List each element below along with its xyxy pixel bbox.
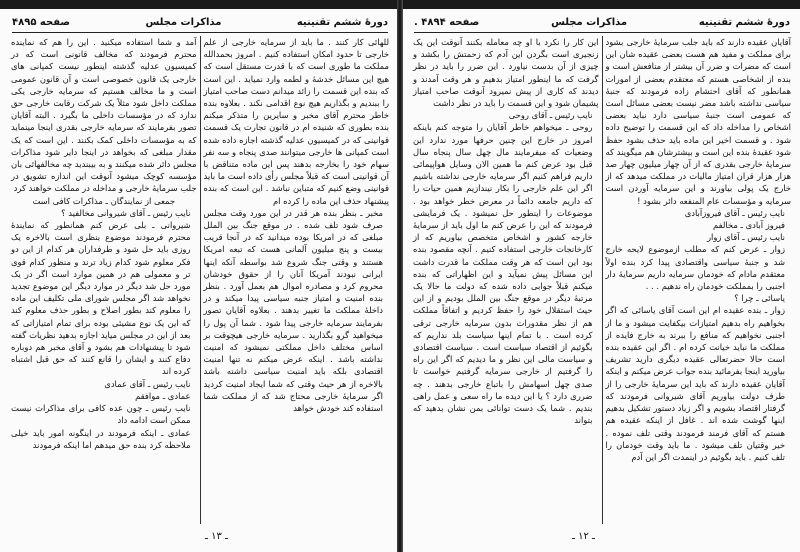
speaker-paragraph: عمادی ـ اینکه فرمودند در اینگونه امور باید خیلی ملاحظه کرد بنده حق میدهم اما اینکه فرمودند	[11, 427, 191, 450]
speaker-paragraph: زوار ـ عرض کنم که مطلب ازموضوع لایحه خارج شد و جنبهٔ سیاسی واقتصادی پیدا کرد بنده اولاً معتقدم مادام که خودمان سرمایه داریم سرمایهٔ دار اجنبی را بمملکت خودمان راه ندهیم . . .	[605, 244, 785, 292]
speaker-paragraph: عمادی ـ موافقم	[135, 390, 191, 401]
column-right	[201, 36, 393, 524]
text-paragraph: آقایان عقیده دارند که باید جلب سرمایهٔ خارجی بشود برای مملکت و مفید هم هست بعضی عقیده شان این است که مضرات و ضرر آن بیشتر از منافعش است و بنده از اشخاصی هستم که معتقدم بعضی از امورات همانطور که آقای احتشام زاده فرمودند که جنبهٔ سیاسی نداشته باشد مضر نیست بعضی مسائل است که عمومی است جنبهٔ سیاسی دارد نباید بعضی اشخاص را مداخله داد که این قسمت را توضیح داده شود . و قسمت اخیر این ماده باید حذف بشود حفظ شود عقیدهٔ بنده این است و بیشترشان هم میگویند که سرمایهٔ خارجی بقدری که از آن چهار میلیون چهار صد هزار هزار قران امتیاز مالیات در مملکت میدهد که از خارج یک پولی بیاورند و این سرمایه آوردن است سرمایه و مؤسسات عام المنفعه دائر بشود !	[605, 37, 791, 206]
left-page	[0, 9, 398, 552]
speaker-paragraph: نایب رئیس ـ آقای فیروزآبادی	[684, 207, 785, 218]
speaker-paragraph: یاسائی ـ چرا ؟	[734, 293, 785, 304]
folio-number: ـ ۱۲ ـ	[572, 531, 595, 542]
speaker-paragraph: فیروز آبادی ـ مخالفم	[713, 220, 785, 231]
running-title: مذاکرات مجلس	[551, 16, 628, 28]
text-columns	[410, 36, 794, 524]
volume-label: دورهٔ ششم تقنینیه	[296, 16, 388, 28]
speaker-paragraph: نایب رئیس ـ چون عده کافی برای مذاکرات نیست ممکن است ادامه داد	[11, 403, 191, 426]
page-number: صفحه ۴۸۹۵	[12, 16, 71, 28]
running-title: مذاکرات مجلس	[145, 16, 222, 28]
volume-label: دورهٔ ششم تقنینیه	[698, 16, 790, 28]
folio-number: ـ ۱۳ ـ	[205, 531, 228, 542]
speaker-paragraph: روحی ـ میخواهم خاطر آقایان را متوجه کنم باینکه امروز در خارج این چنین حرفها مورد ندارد این وضعیات که میفرمایند مال چهل سال پنجاه سال قبل بود عرض کنم ما همین الان وسایل هواپیمائی داریم فراهم کنیم اگر سرمایه خارجی نداشته باشیم اگر این علم خارجی را بکار نیندازیم همین حیات را که داریم جامعه دائماً در معرض خطر خواهد بود . موضوعات را اینطور حل نمیشود . یک فرمایشی فرمودند که این را عرض کنم ما اول باید از سرمایهٔ خارجه کشور و اشخاص متخصص بیاوریم که از کارخانجات خارجی استفاده کنیم . آنچه مقصود بنده بود این است که هر وقت مملکت ما قدرت داشت این مسائل پیش نمیآید و این اظهاراتی که بنده میکنم قبلاً جوابی داده شده که دولت ما حالا یک مرتبهٔ دیگر در موقع جنگ بین الملل بودیم و از این حیث استقلال خود را حفظ کردیم و اتفاقاً مملکت هم از نظر مقدورات بدون سرمایه خارجی ترقی کرده است . با تمام اینها سیاست بلد نداریم که بگوئیم از اقتصاد سیاست است . سیاست اقتصادی و سیاست مالی این نظر و ما دیدیم که اگر این راه را گرفتیم از خارجی سرمایه گرفتیم خواست تا صدی چهل اسهامش را باتباع خارجی بدهند . چه ضرری دارد ؟ یا این دیده ما راه سعی و عمل راهی بندیم . شما یک دست توانائی بمن نشان بدهید که بتواند	[413, 122, 593, 426]
text-paragraph: این کار را نکرد با او چه معامله بکنند آنوقت این یک زنجیری است بگردن این آدم که زحمتش را بکشد و چیزی از آن بدست نیاورد . این ضرر را باید در نظر گرفت که ما اینطور امتیاز بدهیم و هر وقت آمدند و دیدند که کاری از پیش نمیرود آنوقت صاحب امتیاز پشیمان شود و این قسمت را باید در نظر داشت	[413, 37, 599, 109]
column-divider	[602, 36, 603, 524]
page-header	[12, 14, 388, 33]
speaker-paragraph: نایب رئیس ـ آقای روحی	[508, 110, 593, 121]
column-right	[603, 36, 795, 524]
book-binding	[397, 0, 403, 552]
speaker-paragraph: زوار ـ بنده عقیده ام این است آقای یاسائی که اگر بخواهیم راه بدهیم امتیازات بیکفایت میشود و ما از اجنبی نخواهیم که منافع را ببرند به خارج فایده از مملکت ما نباید خیانت کرده ام . اگر این عقیده بنده است حالا حضرتعالی عقیده دیگری دارید تشریف بیاورید اینجا بفرمائید بنده جواب عرض میکنم و اینکه آقایان عقیده دارند که باید این سرمایهٔ خارجی را از طرف دولت بیاوریم آقای شیروانی فرمودند که گرفتار اقتصاد بشویم و اگر زیاد دستور تشکیل بدهیم اینها گوشت شده اند . غافل از اینکه عقیده هم هستم که آقای فرمند فرمودند وقتی تلف نموده . خیر وقتیان تلف میشود . ما باید وقت خودمان را تلف کنیم . باید بگوئیم در اینمدت اگر این آدم	[605, 305, 785, 462]
speaker-paragraph: مخبر ـ بنظر بنده هر قدر در این مورد وقت مجلس صرف شود تلف شده . در موقع جنگ بین الملل مبلغی که در امریکا بوده میدانید که در آنجا قریب بیست و پنج میلیون آلمانی هست که تبعه امریکا هستند و وقتی جنگ شروع شد بواسطه آنکه اینها ایرانی نبودند آمریکا آنان را از حقوق خودشان محروم کرد و مصادره اموال هم بعمل آورد . بنظر بنده امنیت و امتیاز جنبه سیاسی پیدا میکند و در داخلهٔ مملکت ما تغییر بدهند . بعلاوه آقایان تصور بفرمایند سرمایه خارجی پیدا شود . شما آن پول را میخواهید گرو بگذارید . سرمایه خارجی هیچوقت بر اساس مختلف داخل مملکتی نمیشود که امنیت نداشته باشد . اینکه عرض میکنم نه تنها امنیت اقتصادی بلکه باید امنیت سیاسی داشته باشد بالاخره از هر حیث وقتی که شما ایجاد امنیت کردید اگر سرمایهٔ خارجی محتاج شد که از مملکت شما استفاده کند خودش خواهد	[203, 207, 383, 414]
speaker-paragraph: نایب رئیس ـ آقای زوار	[706, 232, 785, 243]
page-header	[414, 14, 790, 33]
speaker-paragraph: نایب رئیس ـ آقای عمادی	[104, 378, 191, 389]
text-paragraph: آمد و شما استفاده میکنید . این را هم که نماینده محترم فرمودند که مخالف قانونی است که در کمیسیون عدلیه گذشته اینطور نیست کمپانی های خارجی یک قانون خصوصی است و آن قانون عمومی است و ما مخالف هستیم که سرمایه خارجی یکی مملکت داخل شود مثلاً یک شرکت رقابت خارجی حق ندارد که در مؤسسات داخلی ما بگیرد . البته آقایان تصور بفرمایند که سرمایه خارجی بقدری اینجا مینماید که به مؤسسات داخلی کمک بکنند . این است که یک مقدار مبلغی که بخواهد در اینجا دایر شود مذاکرات مجلس دائر شده میکنند و به بیبندید چه مخالفهائی بان مؤسسه کوچک میشود آنوقت این اندازه تشویق در جلب سرمایهٔ خارجی و مداخله در مملکت خواهند کرد	[11, 37, 197, 194]
speaker-paragraph: شیروانی ـ بلی عرض کنم همانطور که نمایندهٔ محترم فرمودند موضوع بنظری است بالاخره یک روزی باید حل شود و طرفداران هر کدام از این دو فکر معلوم شود کدام زیاد ترند و منظور کدام قوی تر و معمولی هم در همین موارد است اگر در یک مورد حل شد دیگر در موارد دیگر این موضوع تجدید نخواهد شد اگر مجلس شورای ملی تکلیف این ماده را معلوم کند بطور اصلاح و بطور حذف معلوم کند که این یک نوع مشیئی بوده برای تمام امتیازاتی که بعد از این در مجلس میاید اجازه بدهید نظریات گفته شود تا پیشنهادات هم بشود و آقای مخبر هم دوباره دفاع کنند و ایشان را قانع کنند که حق قبل اشتباه کرده اند	[11, 220, 191, 377]
text-columns	[8, 36, 392, 524]
right-page	[402, 9, 800, 552]
column-left	[8, 36, 200, 524]
page-number: صفحه ۴۸۹۴ .	[414, 16, 480, 28]
column-left	[410, 36, 602, 524]
column-divider	[200, 36, 201, 524]
speaker-paragraph: نایب رئیس ـ آقای شیروانی مخالفید ؟	[61, 207, 191, 218]
text-paragraph: للهائی کار کنند . ما باید از سرمایه خارجی از علم خارجی تا حدود امکان استفاده کنیم . امروز بحمدالله مملکت ما طوری است که با قدرت مستقل است که هیچ این مسائل خدشهٔ و لطمه وارد نمیاید . این است که بنده این قسمت را زائد میدانم دست صاحب امتیاز را ببندیم و بگذاریم هیچ نوع اقدامی نکند . بعلاوه بنده خاطر محترم آقای مخبر و سایرین را متذکر میکنم بنده بطوری که شنیده ام در قانون تجارت یک قسمت قوانینی که در کمیسیون عدلیه گذشته اجازه داده شده است کمپانی ها خارجی میتوانند صدی پنجاه و سه نفر سهام خود را بخارجه بدهند پس این ماده متناقض با آن قوانینی است که قبلاً مجلس رأی داده است ما باید قوانینی وضع کنیم که متباین نباشد . این است که بنده پیشنهاد حذف این ماده را کرده ام	[203, 37, 389, 206]
centered-line: جمعی از نمایندگان ـ مذاکرات کافی است	[32, 195, 176, 206]
